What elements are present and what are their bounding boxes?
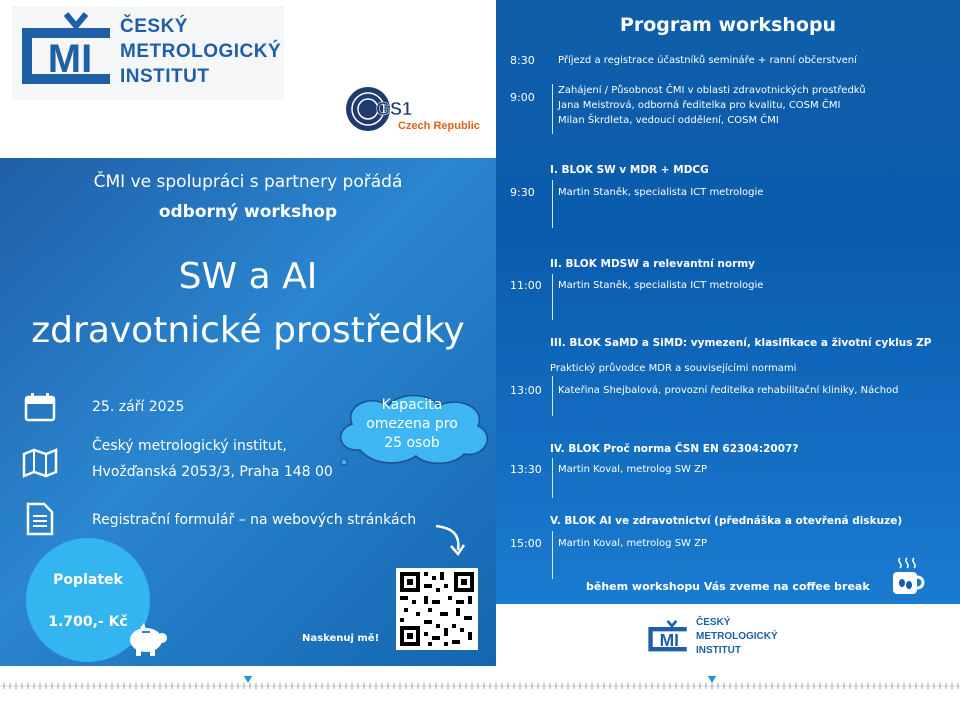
- fee-label: Poplatek: [53, 572, 123, 588]
- timeline-bar: [552, 274, 553, 320]
- gs1-subtitle: Czech Republic: [398, 120, 480, 132]
- timeline-bar: [552, 376, 553, 416]
- calendar-icon: [24, 392, 56, 422]
- capacity-line2: omezena pro: [366, 416, 458, 432]
- timeline-bar: [552, 84, 553, 134]
- svg-text:GS1: GS1: [376, 99, 413, 119]
- program-line: Jana Meistrová, odborná ředitelka pro kvalitu, COSM ČMI: [558, 100, 841, 111]
- workshop-title-line1: SW a AI: [178, 256, 318, 297]
- scan-me-text: Naskenuj mě!: [302, 633, 380, 644]
- program-blok-title: III. BLOK SaMD a SiMD: vymezení, klasifikace a životní cyklus ZP: [550, 337, 932, 349]
- program-line: Martin Koval, metrolog SW ZP: [558, 538, 707, 549]
- venue-line1: Český metrologický institut,: [92, 438, 287, 454]
- ruler-marker-left[interactable]: [244, 676, 252, 683]
- map-icon: [22, 448, 58, 478]
- program-time: 11:00: [510, 279, 542, 292]
- program-line: Martin Staněk, specialista ICT metrologie: [558, 187, 764, 198]
- timeline-bar: [552, 458, 553, 498]
- program-title: Program workshopu: [619, 14, 837, 36]
- program-blok-title: I. BLOK SW v MDR + MDCG: [550, 164, 709, 176]
- registration-text[interactable]: Registrační formulář – na webových stránkách: [92, 512, 417, 528]
- coffee-break-text: během workshopu Vás zveme na coffee break: [586, 580, 870, 593]
- program-time: 15:00: [510, 537, 542, 550]
- piggy-bank-icon: [124, 620, 170, 658]
- program-blok-title: II. BLOK MDSW a relevantní normy: [550, 258, 756, 270]
- coffee-cup-icon: [890, 556, 926, 598]
- program-time: 8:30: [510, 54, 535, 67]
- cmi-logo-mark-icon: [12, 6, 122, 96]
- program-blok-title: V. BLOK AI ve zdravotnictví (přednáška a otevřená diskuze): [550, 515, 903, 527]
- program-line: Milan Škrdleta, vedoucí oddělení, COSM ČMI: [558, 115, 779, 126]
- capacity-line1: Kapacita: [381, 397, 443, 413]
- ruler: [0, 676, 960, 696]
- program-time: 13:30: [510, 463, 542, 476]
- logo-small-line3: INSTITUT: [696, 645, 741, 656]
- intro-text: ČMI ve spolupráci s partnery pořádá: [93, 172, 403, 192]
- svg-text:MI: MI: [47, 37, 93, 81]
- program-panel: [496, 0, 960, 604]
- program-pre-line: Praktický průvodce MDR a souvisejícími normami: [550, 363, 797, 374]
- left-info-panel: [0, 158, 496, 666]
- document-icon: [26, 502, 54, 536]
- program-time: 13:00: [510, 384, 542, 397]
- program-line: Kateřina Shejbalová, provozní ředitelka rehabilitační kliniky, Náchod: [558, 385, 899, 396]
- program-blok-title: IV. BLOK Proč norma ČSN EN 62304:2007?: [550, 443, 799, 455]
- program-time: 9:00: [510, 91, 535, 104]
- ruler-ticks: [0, 676, 960, 696]
- program-line: Martin Staněk, specialista ICT metrologie: [558, 280, 764, 291]
- qr-code-icon: [396, 568, 478, 650]
- cmi-logo-small-mark-icon: [644, 614, 692, 660]
- program-time: 9:30: [510, 186, 535, 199]
- svg-text:MI: MI: [659, 630, 679, 651]
- logo-line1: ČESKÝ: [120, 16, 188, 37]
- cmi-logo: [12, 6, 284, 100]
- qr-code[interactable]: [396, 568, 478, 650]
- gs1-logo-icon: [340, 82, 413, 138]
- logo-line2: METROLOGICKÝ: [120, 41, 282, 62]
- ruler-marker-right[interactable]: [708, 676, 716, 683]
- event-date: 25. září 2025: [92, 399, 185, 415]
- logo-small-line2: METROLOGICKÝ: [696, 631, 778, 642]
- gs1-logo: [340, 82, 490, 138]
- workshop-title-line2: zdravotnické prostředky: [31, 310, 465, 351]
- fee-value: 1.700,- Kč: [48, 614, 128, 630]
- subtitle-text: odborný workshop: [158, 202, 338, 222]
- program-line: Zahájení / Působnost ČMI v oblasti zdravotnických prostředků: [558, 85, 866, 96]
- cmi-logo-small: [644, 612, 794, 664]
- timeline-bar: [552, 531, 553, 579]
- program-line: Martin Koval, metrolog SW ZP: [558, 464, 707, 475]
- timeline-bar: [552, 180, 553, 228]
- logo-small-line1: ČESKÝ: [696, 617, 731, 628]
- logo-line3: INSTITUT: [120, 66, 210, 87]
- curved-arrow-icon: [432, 522, 468, 558]
- capacity-line3: 25 osob: [384, 435, 440, 451]
- program-line: Příjezd a registrace účastníků semináře + ranní občerstvení: [558, 55, 857, 66]
- venue-line2: Hvožďanská 2053/3, Praha 148 00: [92, 464, 333, 480]
